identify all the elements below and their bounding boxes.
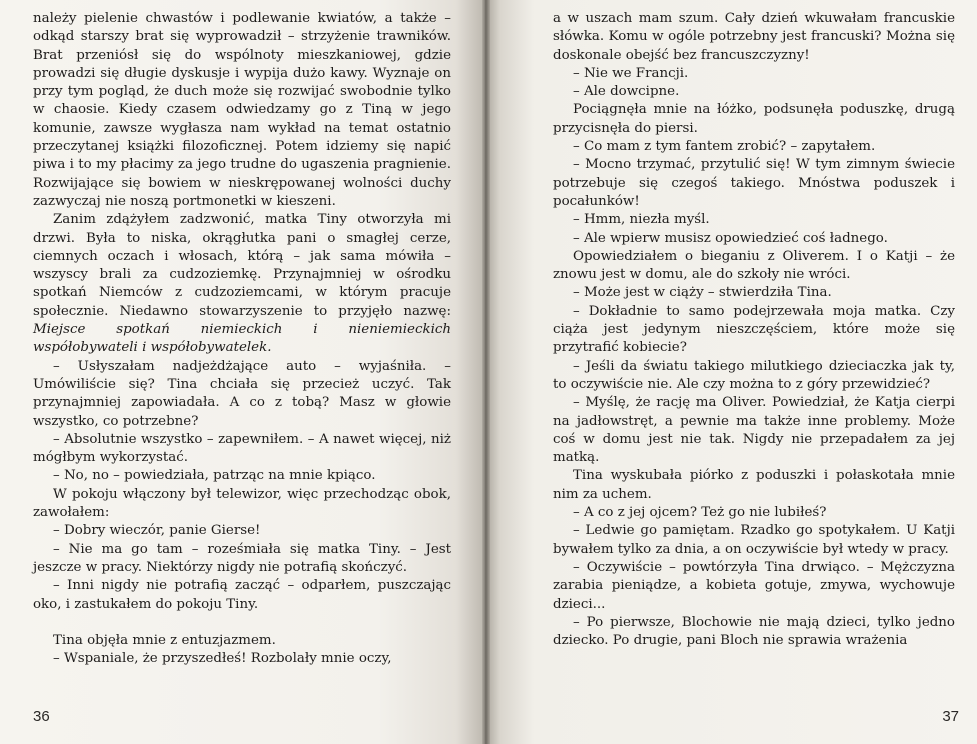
left-page-text — [33, 10, 451, 669]
paragraph: – Ale dowcipne. — [573, 84, 680, 100]
paragraph: – Co mam z tym fantem zrobić? – zapytałem. — [573, 139, 876, 155]
right-page — [485, 0, 977, 744]
paragraph: Tina objęła mnie z entuzjazmem. — [53, 633, 276, 649]
paragraph — [33, 211, 451, 357]
paragraph: – Jeśli da światu takiego milutkiego dzieciaczka jak ty, to oczywiście nie. Ale czy można to z góry przewidzieć? — [553, 358, 955, 392]
paragraph: – Myślę, że rację ma Oliver. Powiedział, że Katja cierpi na jadłowstręt, a pewnie ma także inne problemy. Może coś w domu jest nie tak. Nigdy nie przepadałem za jej matką. — [553, 395, 955, 466]
paragraph: – Absolutnie wszystko – zapewniłem. – A nawet więcej, niż mógłbym wykorzystać. — [33, 431, 451, 466]
paragraph: a w uszach mam szum. Cały dzień wkuwałam francuskie słówka. Komu w ogóle potrzebny jest francuski? Można się doskonale obejść bez francuszczyzny! — [553, 11, 955, 63]
paragraph: Tina wyskubała piórko z poduszki i połaskotała mnie nim za uchem. — [553, 468, 955, 502]
paragraph: – Ale wpierw musisz opowiedzieć coś ładnego. — [573, 230, 888, 246]
paragraph: – Hmm, niezła myśl. — [573, 212, 710, 228]
paragraph: Pociągnęła mnie na łóżko, podsunęła poduszkę, drugą przycisnęła do piersi. — [553, 102, 955, 136]
paragraph: należy pielenie chwastów i podlewanie kwiatów, a także – odkąd starszy brat się wyprowadził – strzyżenie trawników. Brat przeniósł się do wspólnoty mieszkaniowej, gdzie prowadzi się długie dyskusje i wypija dużo kawy. Wyznaje on przy tym pogląd, że duch może się rozwijać swobodnie tylko w chaosie. Kiedy czasem odwiedzamy go z Tiną w jego komunie, zawsze wygłasza nam wykład na temat ostatnio przeczytanej książki filozoficznej. Potem idziemy się napić piwa i to my płacimy za jego trudne do ugaszenia pragnienie. Rozwijające się bowiem w nieskrępowanej wolności duchy zazwyczaj nie noszą portmonetki w kieszeni. — [33, 11, 451, 209]
paragraph: – Dobry wieczór, panie Gierse! — [53, 523, 261, 539]
paragraph: – Ledwie go pamiętam. Rzadko go spotykałem. U Katji bywałem tylko za dnia, a on oczywiście był wtedy w pracy. — [553, 523, 955, 557]
paragraph: Opowiedziałem o bieganiu z Oliverem. I o Katji – że znowu jest w domu, ale do szkoły nie wróci. — [553, 248, 955, 283]
paragraph: – Nie we Francji. — [573, 65, 689, 81]
paragraph-text: Zanim zdążyłem zadzwonić, matka Tiny otworzyła mi drzwi. Była to niska, okrągłutka pani o smagłej cerze, ciemnych oczach i włosach, którą – jak sama mówiła – wszyscy brali za cudzoziemkę. Przynajmniej w ośrodku spotkań Niemców z cudzoziemcami, w którym pracuje społecznie. Niedawno stowarzyszenie to przyjęło nazwę: — [33, 212, 451, 319]
book-gutter — [482, 0, 490, 744]
paragraph: – Usłyszałam nadjeżdżające auto – wyjaśniła. – Umówiliście się? Tina chciała się przecież uczyć. Tak przynajmniej zapowiadała. A co z tobą? Masz w głowie wszystko, co potrzebne? — [33, 358, 451, 429]
paragraph: – No, no – powiedziała, patrząc na mnie kpiąco. — [53, 468, 376, 484]
left-page — [0, 0, 485, 744]
page-number-right: 37 — [942, 708, 959, 725]
paragraph: – Po pierwsze, Blochowie nie mają dzieci, tylko jedno dziecko. Po drugie, pani Bloch nie sprawia wrażenia — [553, 614, 955, 649]
paragraph: – Mocno trzymać, przytulić się! W tym zimnym świecie potrzebuje się czegoś takiego. Mnóstwa poduszek i pocałunków! — [553, 157, 955, 209]
paragraph: – Inni nigdy nie potrafią zacząć – odparłem, puszczając oko, i zastukałem do pokoju Tiny. — [33, 578, 451, 612]
emphasized-name: Miejsce spotkań niemieckich i nieniemieckich współobywateli i współobywatelek. — [33, 322, 451, 356]
paragraph: – Dokładnie to samo podejrzewała moja matka. Czy ciąża jest jedynym nieszczęściem, które może się przytrafić kobiecie? — [553, 303, 955, 356]
paragraph: – Nie ma go tam – roześmiała się matka Tiny. – Jest jeszcze w pracy. Niektórzy nigdy nie potrafią skończyć. — [33, 541, 451, 575]
paragraph: W pokoju włączony był telewizor, więc przechodząc obok, zawołałem: — [33, 486, 451, 521]
paragraph: – Oczywiście – powtórzyła Tina drwiąco. – Mężczyzna zarabia pieniądze, a kobieta gotuje, zmywa, wychowuje dzieci... — [553, 559, 955, 612]
paragraph: – A co z jej ojcem? Też go nie lubiłeś? — [573, 505, 827, 521]
paragraph: – Wspaniale, że przyszedłeś! Rozbolały mnie oczy, — [53, 651, 392, 667]
paragraph: – Może jest w ciąży – stwierdziła Tina. — [573, 285, 832, 301]
page-number-left: 36 — [33, 708, 50, 725]
right-page-text — [553, 10, 955, 650]
